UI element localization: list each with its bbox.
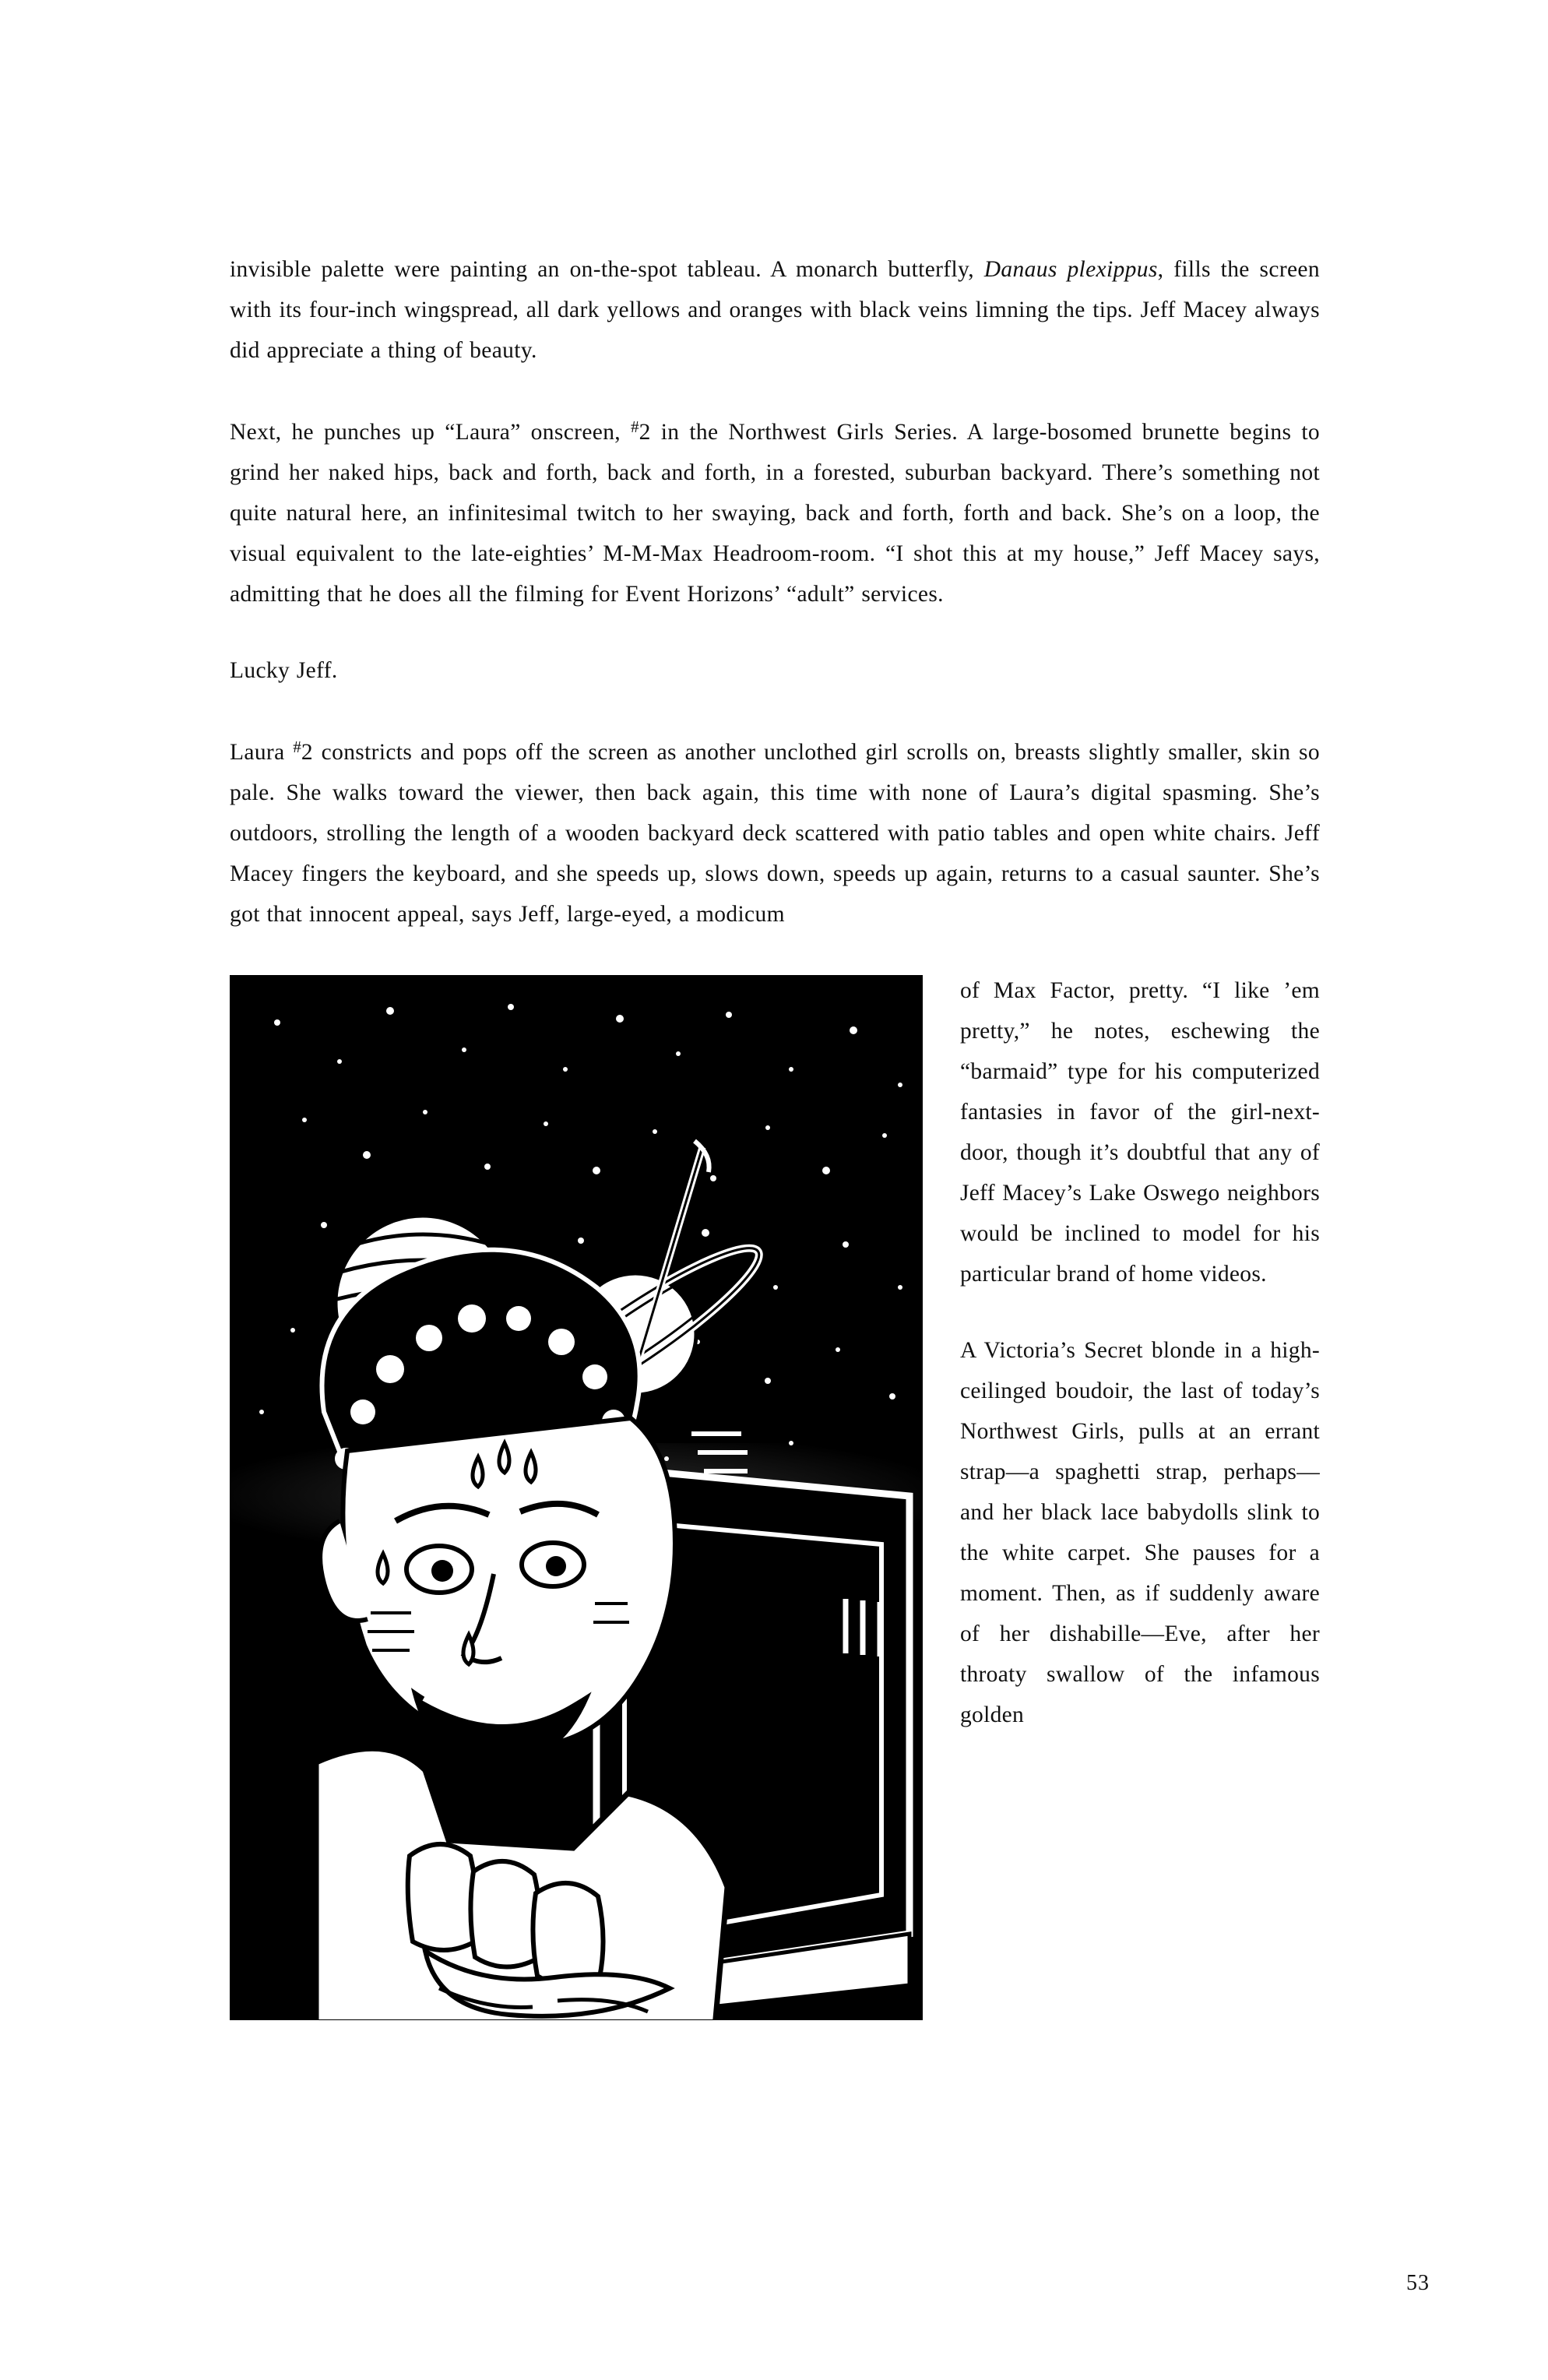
wrapped-text-column [959,970,1320,1735]
paragraph-3: Lucky Jeff. [230,657,338,683]
illustration [230,975,923,2020]
wrapped-paragraph-1: of Max Factor, pretty. “I like ’em pretty,” he notes, eschewing the “barmaid” type for his computerized fantasies in favor of the girl-next-door, though it’s doubtful that any of Jeff Macey’s Lake Oswego neighbors would be inclined to model for his particular brand of home videos. [960,977,1320,1287]
paragraph-1: invisible palette were painting an on-the-spot tableau. A monarch butterfly, Danaus plexippus, fills the screen with its four-inch wingspread, all dark yellows and oranges with black veins limning the tips. Jeff Macey always did appreciate a thing of beauty. [230,257,1320,363]
number-sign-superscript: # [293,737,301,756]
illustration-artwork [230,976,922,2019]
species-name-italic: Danaus plexippus [983,257,1158,282]
page-body [230,249,1320,2036]
number-sign-superscript: # [631,417,639,436]
illustration-and-wrapped-text [230,970,1320,2036]
paragraph-2: Next, he punches up “Laura” onscreen, #2 in the Northwest Girls Series. A large-bosomed brunette begins to grind her naked hips, back and forth, back and forth, in a forested, suburban backyard. There’s something not quite natural here, an infinitesimal twitch to her swaying, back and forth, forth and back. She’s on a loop, the visual equivalent to the late-eighties’ M-M-Max Headroom-room. “I shot this at my house,” Jeff Macey says, admitting that he does all the filming for Event Horizons’ “adult” services. [230,417,1320,607]
wrapped-paragraph-2: A Victoria’s Secret blonde in a high-ceilinged boudoir, the last of today’s Northwest Girls, pulls at an errant strap—a spaghetti strap, perhaps—and her black lace babydolls slink to the white carpet. She pauses for a moment. Then, as if suddenly aware of her dishabille—Eve, after her throaty swallow of the infamous golden [960,1337,1320,1727]
page-number: 53 [1406,2271,1430,2295]
paragraph-4: Laura #2 constricts and pops off the screen as another unclothed girl scrolls on, breasts slightly smaller, skin so pale. She walks toward the viewer, then back again, this time with none of Laura’s digital spasming. She’s outdoors, strolling the length of a wooden backyard deck scattered with patio tables and open white chairs. Jeff Macey fingers the keyboard, and she speeds up, slows down, speeds up again, returns to a casual saunter. She’s got that innocent appeal, says Jeff, large-eyed, a modicum [230,737,1320,927]
